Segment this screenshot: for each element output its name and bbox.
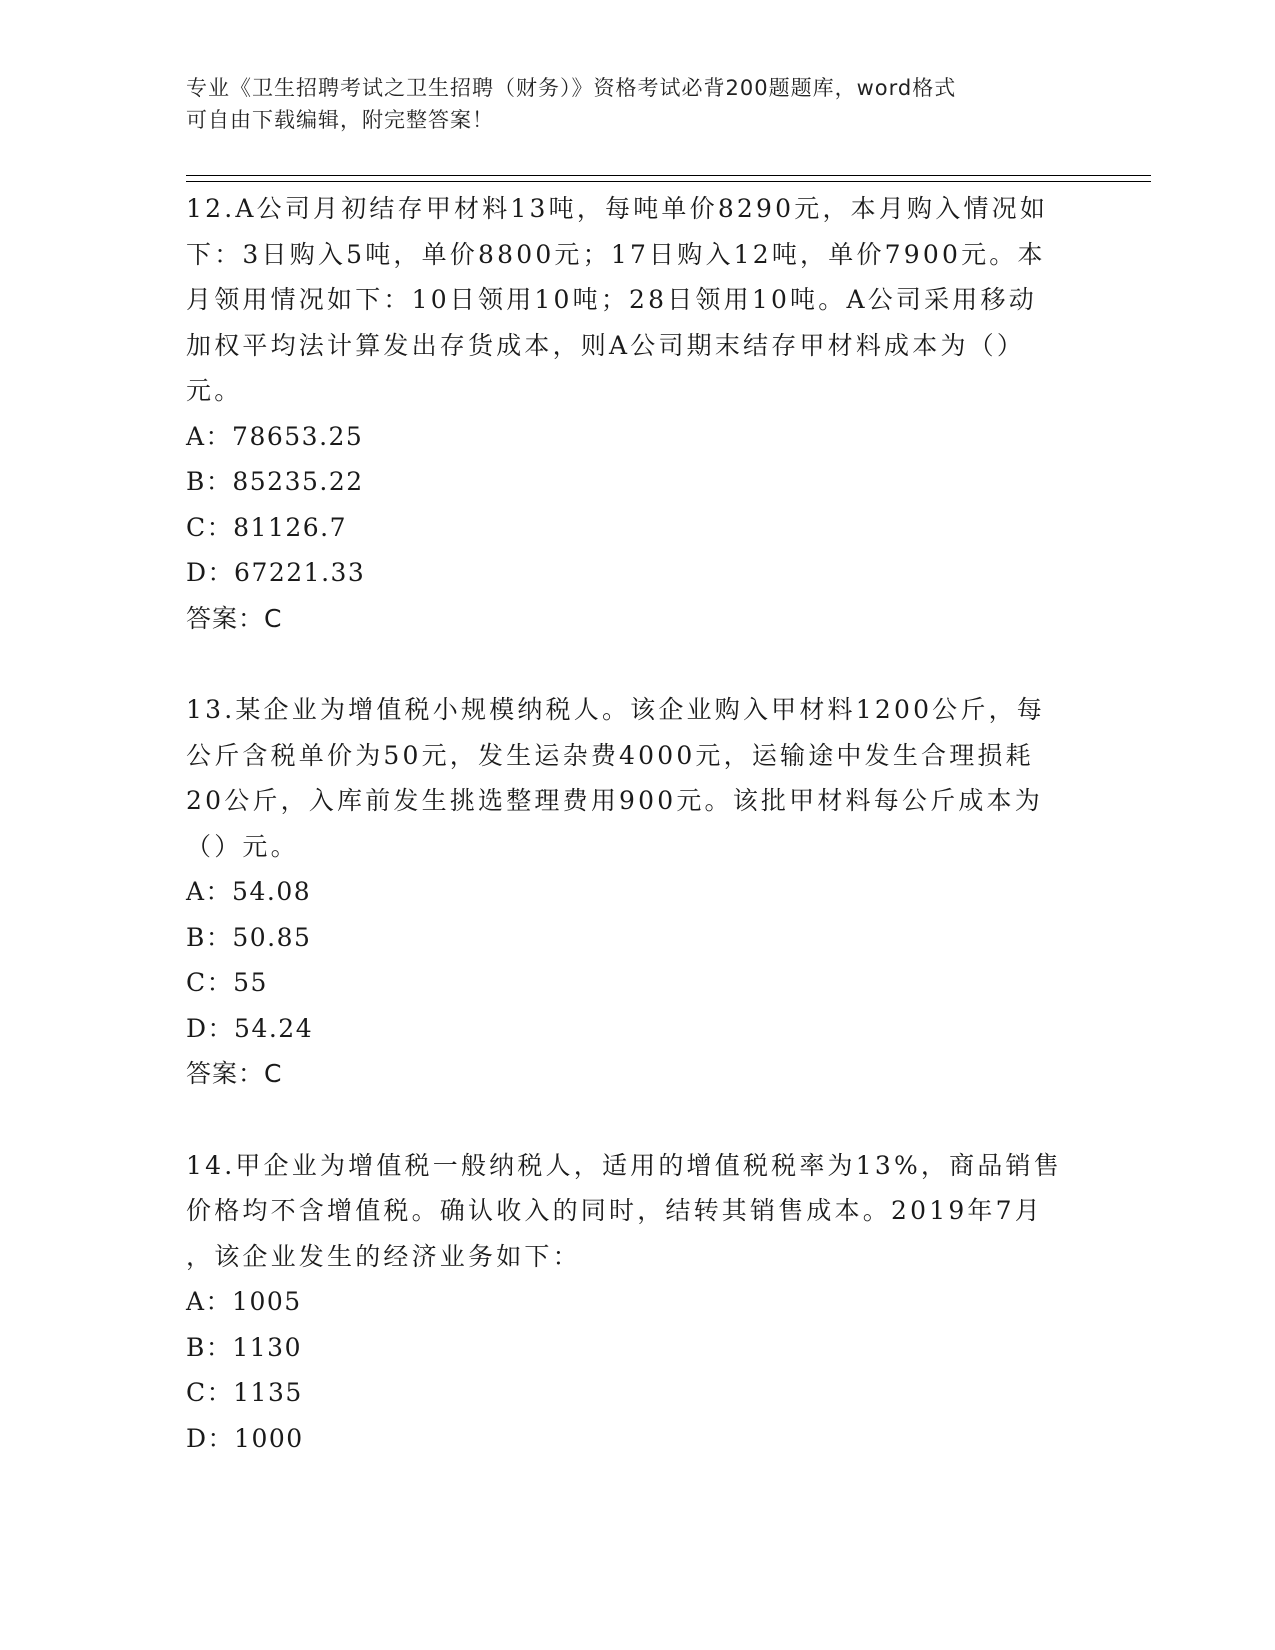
- question-text-line: 公斤含税单价为50元，发生运杂费4000元，运输途中发生合理损耗: [186, 740, 1034, 770]
- option-c: C：81126.7: [186, 512, 348, 542]
- question-text-line: 下：3日购入5吨，单价8800元；17日购入12吨，单价7900元。本: [186, 239, 1046, 269]
- question-13-text: [186, 687, 1086, 869]
- question-text-line: 12.A公司月初结存甲材料13吨，每吨单价8290元，本月购入情况如: [186, 194, 1049, 223]
- question-text-line: 加权平均法计算发出存货成本，则A公司期末结存甲材料成本为（）: [186, 330, 1026, 360]
- header-line-2: 可自由下载编辑，附完整答案！: [186, 108, 494, 132]
- spacer: [186, 1097, 1086, 1143]
- question-text-line: 13.某企业为增值税小规模纳税人。该企业购入甲材料1200公斤，每: [186, 695, 1045, 724]
- option-c: C：55: [186, 968, 268, 997]
- option-d: D：1000: [186, 1423, 304, 1453]
- option-a: A：1005: [186, 1287, 302, 1316]
- document-header: [186, 72, 1066, 136]
- question-13: [186, 687, 1086, 1097]
- option-a: A：78653.25: [186, 421, 364, 451]
- header-line-1: 专业《卫生招聘考试之卫生招聘（财务）》资格考试必背200题题库，word格式: [186, 76, 957, 100]
- spacer: [186, 641, 1086, 687]
- option-b: B：85235.22: [186, 467, 364, 496]
- option-b: B：1130: [186, 1332, 302, 1362]
- question-12-text: [186, 186, 1086, 414]
- question-text-line: （）元。: [186, 831, 299, 861]
- header-divider-top: [186, 175, 1151, 176]
- header-divider-bottom: [186, 181, 1151, 182]
- question-text-line: 月领用情况如下：10日领用10吨；28日领用10吨。A公司采用移动: [186, 285, 1037, 314]
- question-text-line: 元。: [186, 376, 243, 405]
- question-14: [186, 1143, 1086, 1462]
- question-14-text: [186, 1143, 1086, 1280]
- question-12: [186, 186, 1086, 641]
- answer: 答案：C: [186, 603, 283, 633]
- option-a: A：54.08: [186, 877, 312, 906]
- option-d: D：54.24: [186, 1013, 314, 1043]
- question-text-line: ，该企业发生的经济业务如下：: [186, 1241, 581, 1271]
- option-d: D：67221.33: [186, 558, 366, 587]
- question-text-line: 20公斤，入库前发生挑选整理费用900元。该批甲材料每公斤成本为: [186, 786, 1043, 815]
- question-text-line: 14.甲企业为增值税一般纳税人，适用的增值税税率为13%，商品销售: [186, 1150, 1062, 1180]
- option-b: B：50.85: [186, 922, 312, 952]
- answer: 答案：C: [186, 1059, 283, 1088]
- option-c: C：1135: [186, 1378, 303, 1407]
- question-list: [186, 186, 1086, 1461]
- question-text-line: 价格均不含增值税。确认收入的同时，结转其销售成本。2019年7月: [186, 1196, 1043, 1225]
